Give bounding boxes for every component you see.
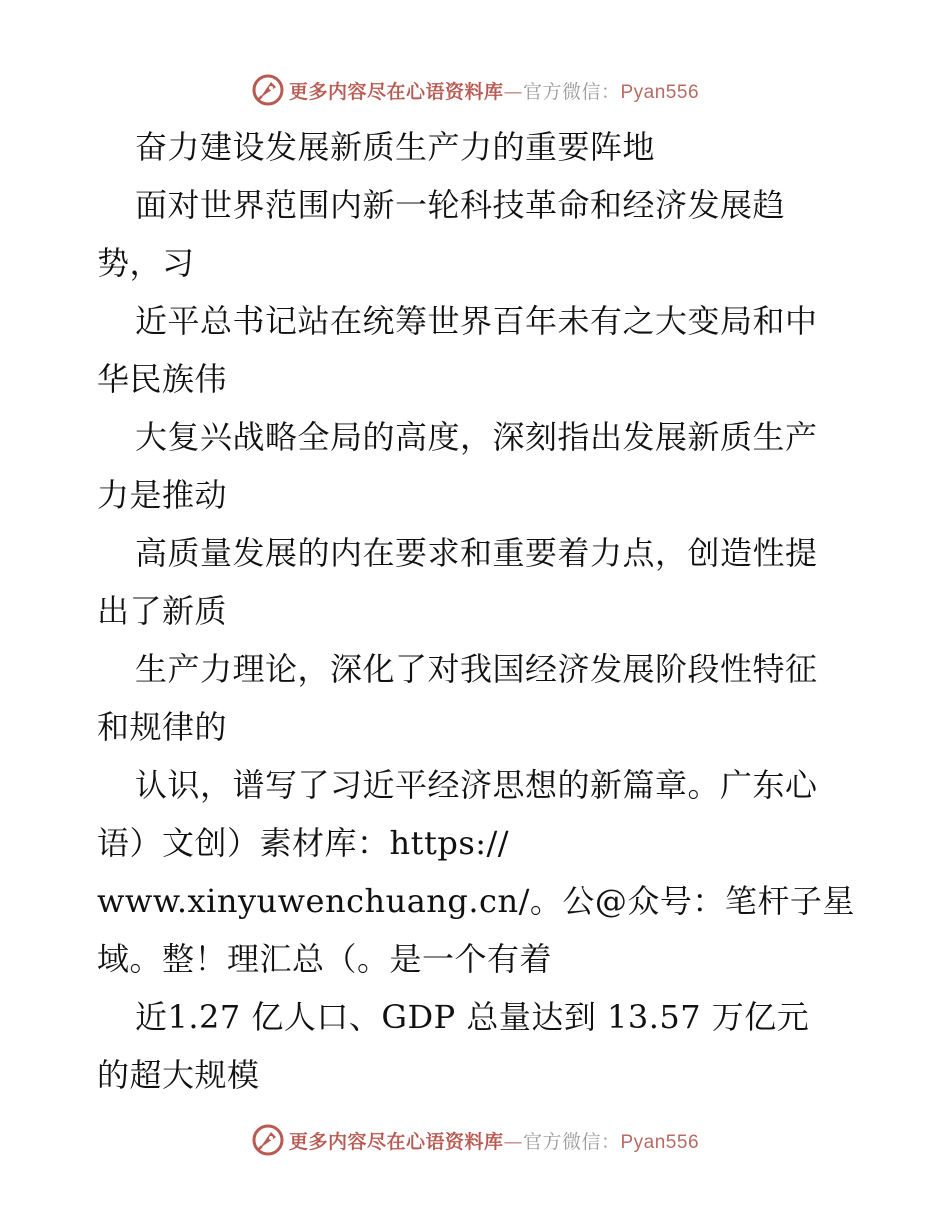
banner-wechat-label: 官方微信： xyxy=(522,80,621,103)
banner-text xyxy=(289,77,699,104)
body-line: 大复兴战略全局的高度，深刻指出发展新质生产 xyxy=(135,418,818,456)
pen-nib-logo-icon xyxy=(251,1123,285,1157)
body-line: 力是推动 xyxy=(97,476,228,514)
pen-nib-logo-icon xyxy=(251,73,285,107)
body-line: 的超大规模 xyxy=(97,1056,260,1094)
body-line: 生产力理论，深化了对我国经济发展阶段性特征 xyxy=(135,650,818,688)
banner-brand: 更多内容尽在心语资料库 xyxy=(288,80,504,103)
body-line: 认识，谱写了习近平经济思想的新篇章。广东心 xyxy=(135,766,818,804)
body-line: 域。整！理汇总（。是一个有着 xyxy=(97,940,553,978)
banner-brand: 更多内容尽在心语资料库 xyxy=(288,1130,504,1153)
body-line: 出了新质 xyxy=(97,592,228,630)
body-line: 和规律的 xyxy=(97,708,228,746)
body-line: 高质量发展的内在要求和重要着力点，创造性提 xyxy=(135,534,818,572)
footer-banner xyxy=(0,1120,950,1160)
body-line: 势，习 xyxy=(97,244,195,282)
body-line: 华民族伟 xyxy=(97,360,228,398)
banner-wechat-id: Pyan556 xyxy=(620,81,700,103)
banner-dash: — xyxy=(503,1130,523,1153)
body-line: 近1.27 亿人口、GDP 总量达到 13.57 万亿元 xyxy=(135,998,810,1036)
banner-wechat-id: Pyan556 xyxy=(620,1131,700,1153)
body-line-url: www.xinyuwenchuang.cn/。公@众号：笔杆子星 xyxy=(97,882,855,920)
banner-text xyxy=(289,1127,699,1154)
document-body xyxy=(97,118,857,1104)
body-line-url: 语）文创）素材库：https:// xyxy=(97,824,510,862)
header-banner xyxy=(0,70,950,110)
body-line: 面对世界范围内新一轮科技革命和经济发展趋 xyxy=(135,186,786,224)
body-line-title: 奋力建设发展新质生产力的重要阵地 xyxy=(135,128,656,166)
banner-dash: — xyxy=(503,80,523,103)
body-line: 近平总书记站在统筹世界百年未有之大变局和中 xyxy=(135,302,818,340)
banner-wechat-label: 官方微信： xyxy=(522,1130,621,1153)
